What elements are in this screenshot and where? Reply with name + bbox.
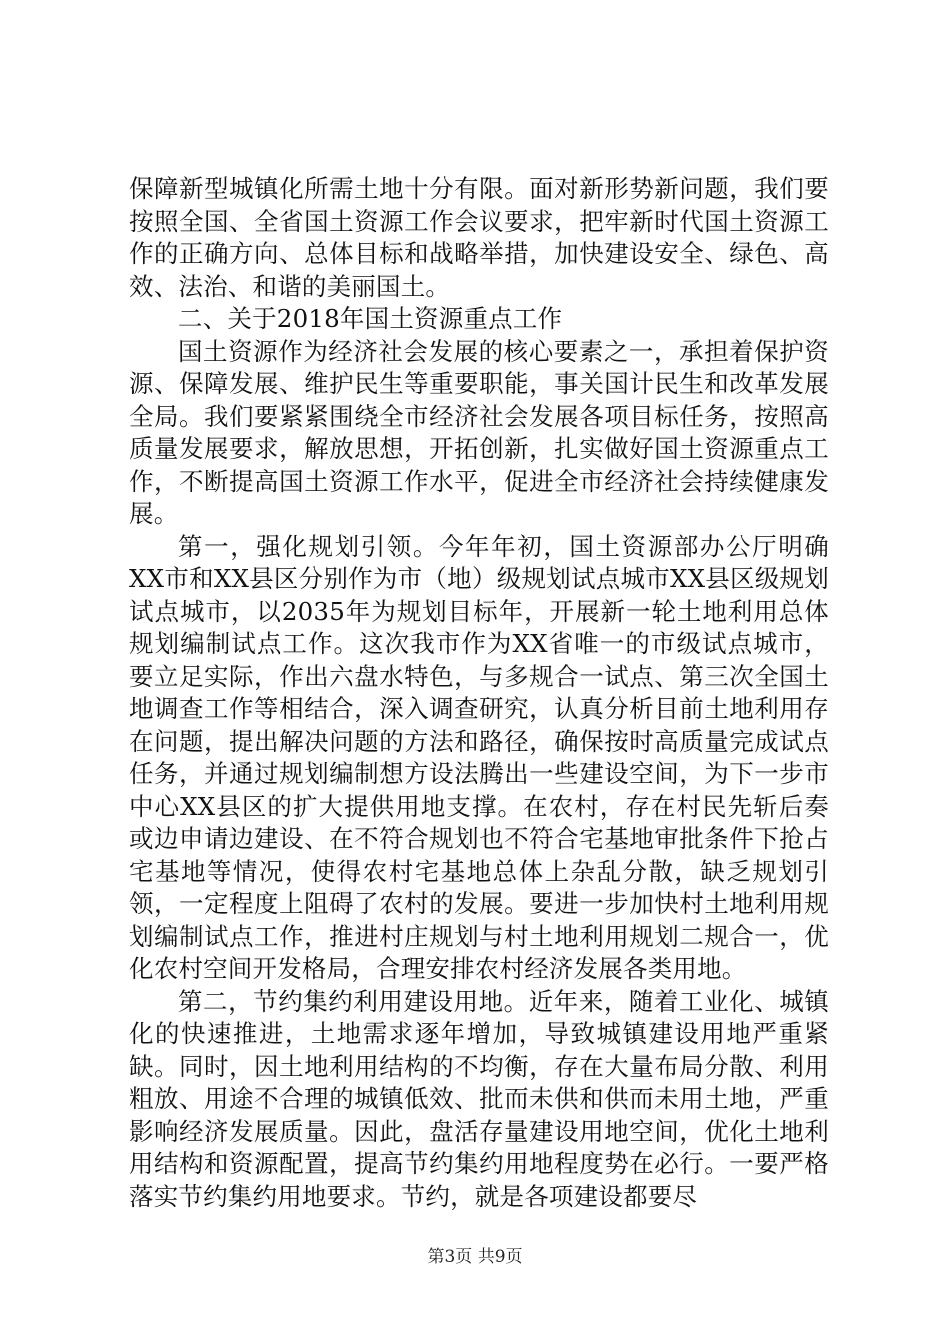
- paragraph-2: 国土资源作为经济社会发展的核心要素之一，承担着保护资源、保障发展、维护民生等重要职能，事关国计民生和改革发展全局。我们要紧紧围绕全市经济社会发展各项目标任务，按照高质量发展要求，解放思想，开拓创新，扎实做好国土资源重点工作，不断提高国土资源工作水平，促进全市经济社会持续健康发展。: [129, 336, 829, 528]
- paragraph-4: 第二，节约集约利用建设用地。近年来，随着工业化、城镇化的快速推进，土地需求逐年增加，导致城镇建设用地严重紧缺。同时，因土地利用结构的不均衡，存在大量布局分散、利用粗放、用途不合理的城镇低效、批而未供和供而未用土地，严重影响经济发展质量。因此，盘活存量建设用地空间，优化土地利用结构和资源配置，提高节约集约用地程度势在必行。一要严格落实节约集约用地要求。节约，就是各项建设都要尽: [129, 986, 829, 1211]
- document-body: [129, 173, 829, 1213]
- paragraph-1: 保障新型城镇化所需土地十分有限。面对新形势新问题，我们要按照全国、全省国土资源工作会议要求，把牢新时代国土资源工作的正确方向、总体目标和战略举措，加快建设安全、绿色、高效、法治、和谐的美丽国土。: [129, 174, 829, 301]
- page-number-footer: 第3页 共9页: [427, 1247, 523, 1267]
- paragraph-3: 第一，强化规划引领。今年年初，国土资源部办公厅明确XX市和XX县区分别作为市（地）级规划试点城市XX县区级规划试点城市，以2035年为规划目标年，开展新一轮土地利用总体规划编制试点工作。这次我市作为XX省唯一的市级试点城市，要立足实际，作出六盘水特色，与多规合一试点、第三次全国土地调查工作等相结合，深入调查研究，认真分析目前土地利用存在问题，提出解决问题的方法和路径，确保按时高质量完成试点任务，并通过规划编制想方设法腾出一些建设空间，为下一步市中心XX县区的扩大提供用地支撑。在农村，存在村民先斩后奏或边申请边建设、在不符合规划也不符合宅基地审批条件下抢占宅基地等情况，使得农村宅基地总体上杂乱分散，缺乏规划引领，一定程度上阻碍了农村的发展。要进一步加快村土地利用规划编制试点工作，推进村庄规划与村土地利用规划二规合一，优化农村空间开发格局，合理安排农村经济发展各类用地。: [129, 531, 829, 983]
- section-heading: 二、关于2018年国土资源重点工作: [178, 304, 563, 333]
